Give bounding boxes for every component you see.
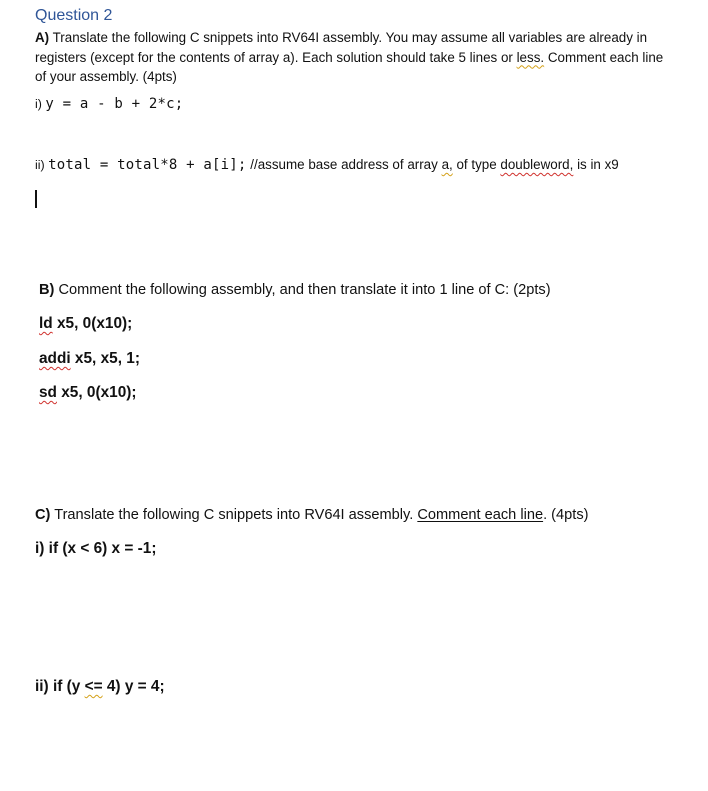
part-b-line-2-op: addi xyxy=(39,350,71,367)
question-title: Question 2 xyxy=(35,7,113,24)
part-b-instructions xyxy=(39,282,551,298)
part-c-instructions xyxy=(35,507,589,523)
part-a-text-2: Comment each line of your assembly. (4pts) xyxy=(35,49,664,84)
part-c-ii-pre: ii) if (y xyxy=(35,678,85,695)
part-a-less: less. xyxy=(516,49,545,65)
part-c-ii-operator: <= xyxy=(84,678,103,695)
part-a-ii-array-a: a, xyxy=(441,157,453,172)
part-a-text-1: Translate the following C snippets into RV64I assembly. You may assume all variables are already in registers (except for the contents of array a). Each solution should take 5 lines or xyxy=(35,30,648,65)
part-a-instructions xyxy=(35,28,675,87)
part-b-text: Comment the following assembly, and then translate it into 1 line of C: (2pts) xyxy=(54,282,551,298)
part-b-line-1-rest: x5, 0(x10); xyxy=(52,315,133,332)
part-a-ii-comment-1: //assume base address of array xyxy=(246,157,442,172)
part-b-line-2-rest: x5, x5, 1; xyxy=(70,350,140,367)
part-b-line-1 xyxy=(39,315,132,333)
part-a-label: A) xyxy=(35,30,50,45)
part-b-line-3-rest: x5, 0(x10); xyxy=(56,384,137,401)
part-c-text-2: . (4pts) xyxy=(543,507,589,523)
text-cursor[interactable] xyxy=(35,190,37,208)
part-a-ii-comment-3: is in x9 xyxy=(573,157,619,172)
part-a-ii-label: ii) xyxy=(35,158,49,172)
part-b-label: B) xyxy=(39,282,55,298)
part-a-ii-doubleword: doubleword, xyxy=(500,157,574,172)
part-a-snippet-i xyxy=(35,96,183,112)
part-a-i-label: i) xyxy=(35,97,46,111)
part-b-line-1-op: ld xyxy=(39,315,53,332)
part-c-snippet-ii xyxy=(35,678,165,696)
part-c-underlined: Comment each line xyxy=(417,507,544,523)
part-a-ii-code: total = total*8 + a[i]; xyxy=(48,157,247,173)
part-c-snippet-i: i) if (x < 6) x = -1; xyxy=(35,540,157,557)
part-c-ii-post: 4) y = 4; xyxy=(102,678,165,695)
part-c-text-1: Translate the following C snippets into RV64I assembly. xyxy=(50,507,418,523)
part-c-label: C) xyxy=(35,507,51,523)
part-a-snippet-ii xyxy=(35,157,619,173)
part-a-i-code: y = a - b + 2*c; xyxy=(45,96,184,112)
part-b-line-3-op: sd xyxy=(39,384,57,401)
part-b-line-2 xyxy=(39,350,140,368)
part-a-ii-comment-2: of type xyxy=(452,157,501,172)
part-b-line-3 xyxy=(39,384,137,402)
